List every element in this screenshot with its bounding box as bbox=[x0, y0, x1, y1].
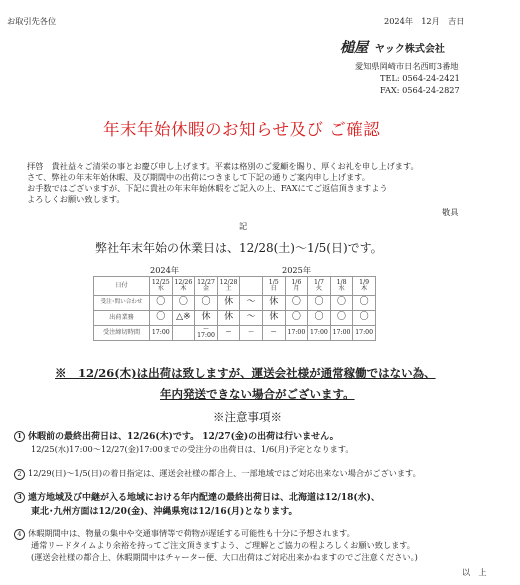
table-cell bbox=[172, 326, 195, 341]
intro-line: お手数ではございますが、下記に貴社の年末年始休暇をご記入の上、FAXにてご返信頂きますよう bbox=[27, 183, 388, 193]
keigu: 敬具 bbox=[442, 207, 459, 217]
note-number: 2 bbox=[14, 469, 25, 480]
table-row-orders bbox=[94, 296, 376, 311]
date-cell: 1/8 水 bbox=[330, 277, 353, 296]
table-cell: △※ bbox=[172, 311, 195, 326]
notes-heading: ※注意事項※ bbox=[213, 410, 282, 424]
table-cell: 〇 bbox=[285, 311, 308, 326]
table-cell: 休 bbox=[217, 296, 240, 311]
row-label: 受注締切時間 bbox=[94, 326, 150, 341]
date-cell: 1/7 火 bbox=[308, 277, 331, 296]
note-line: 通常リードタイムより余裕を持ってご注文頂きますよう、ご理解とご協力の程よろしくお願い致します。 bbox=[31, 540, 415, 550]
closing-ijou: 以 上 bbox=[462, 567, 487, 577]
year-2024: 2024年 bbox=[150, 265, 180, 275]
table-cell: 〇 bbox=[195, 296, 218, 311]
date-cell: 12/28 土 bbox=[217, 277, 240, 296]
table-cell: 17:00 bbox=[285, 326, 308, 341]
table-cell: 休 bbox=[217, 311, 240, 326]
note-line: 東北･九州方面は12/20(金)、沖縄県宛は12/16(月)となります。 bbox=[31, 507, 298, 517]
note-item-4 bbox=[14, 528, 355, 540]
shipping-notice-line1: ※ 12/26(木)は出荷は致しますが、運送会社様が通常稼働ではない為、 bbox=[55, 366, 436, 380]
table-cell: 休 bbox=[195, 311, 218, 326]
table-cell: 17:00 bbox=[150, 326, 173, 341]
table-row-cutoff bbox=[94, 326, 376, 341]
table-cell: 17:00 bbox=[308, 326, 331, 341]
table-cell: 〇 bbox=[308, 296, 331, 311]
table-cell: 〇 bbox=[330, 311, 353, 326]
shipping-notice-line2: 年内発送できない場合がございます。 bbox=[160, 387, 355, 401]
table-cell: ～ bbox=[240, 326, 263, 341]
table-cell: 〇 bbox=[285, 296, 308, 311]
table-cell: 〇 bbox=[172, 296, 195, 311]
table-cell: 〇 bbox=[150, 311, 173, 326]
note-item-3 bbox=[14, 492, 380, 504]
date-cell: 1/6 月 bbox=[285, 277, 308, 296]
company-address: 愛知県岡崎市日名西町3番地 bbox=[355, 61, 459, 71]
intro-line: よろしくお願い致します。 bbox=[27, 194, 125, 204]
table-cell: 〇 bbox=[330, 296, 353, 311]
company-logo bbox=[340, 39, 445, 58]
note-number: 4 bbox=[14, 529, 25, 540]
table-cell: 17:00 bbox=[330, 326, 353, 341]
table-cell: 17:00 bbox=[353, 326, 376, 341]
table-cell: 〇 bbox=[150, 296, 173, 311]
row-label: 出荷業務 bbox=[94, 311, 150, 326]
company-name: ヤック株式会社 bbox=[374, 44, 445, 55]
note-line: 遠方地域及び中継が入る地域における年内配達の最終出荷日は、北海道は12/18(水)、 bbox=[28, 493, 380, 503]
issue-date: 2024年 12月 吉日 bbox=[384, 16, 465, 26]
year-2025: 2025年 bbox=[282, 265, 312, 275]
table-row-shipping bbox=[94, 311, 376, 326]
note-line: 休暇前の最終出荷日は、12/26(木)です。 12/27(金)の出荷は行いません。 bbox=[28, 432, 339, 442]
note-line: 12/25(水)17:00～12/27(金)17:00までの受注分の出荷日は、1/6(月)予定となります。 bbox=[31, 444, 354, 454]
table-cell: ー bbox=[217, 326, 240, 341]
table-row-dates bbox=[94, 277, 376, 296]
date-cell: 12/25 水 bbox=[150, 277, 173, 296]
intro-line: 拝啓 貴社益々ご清栄の事とお慶び申し上げます。平素は格別のご愛顧を賜り、厚くお礼を申し上げます。 bbox=[27, 161, 419, 171]
recipient: お取引先各位 bbox=[7, 16, 57, 26]
ki: 記 bbox=[239, 221, 248, 231]
intro-line: さて、弊社の年末年始休暇、及び期間中の出荷につきまして下記の通りご案内申し上げます。 bbox=[27, 172, 370, 182]
page-title: 年末年始休暇のお知らせ及び ご確認 bbox=[103, 120, 381, 139]
note-line: (運送会社様の都合上、休暇期間中はチャーター便、大口出荷はご対応出来かねますのでご注意ください。) bbox=[31, 552, 418, 562]
date-cell: 1/9 木 bbox=[353, 277, 376, 296]
table-cell: 〇 bbox=[353, 311, 376, 326]
note-number: 3 bbox=[14, 492, 25, 503]
date-label: 日付 bbox=[94, 277, 150, 296]
table-cell: ～ bbox=[240, 311, 263, 326]
table-cell: ～17:00 bbox=[195, 326, 218, 341]
date-cell: 12/27 金 bbox=[195, 277, 218, 296]
table-cell: 〇 bbox=[353, 296, 376, 311]
note-item-2 bbox=[14, 468, 421, 480]
date-cell bbox=[240, 277, 263, 296]
logo-mark: 槌屋 bbox=[340, 40, 368, 56]
table-cell: ー bbox=[262, 326, 285, 341]
table-cell: 休 bbox=[262, 296, 285, 311]
company-tel: TEL: 0564-24-2421 bbox=[380, 73, 460, 83]
table-cell: 〇 bbox=[308, 311, 331, 326]
row-label: 受注･問い合わせ bbox=[94, 296, 150, 311]
company-fax: FAX: 0564-24-2827 bbox=[380, 85, 460, 95]
holiday-heading: 弊社年末年始の休業日は、12/28(土)～1/5(日)です。 bbox=[95, 241, 383, 255]
note-number: 1 bbox=[14, 431, 25, 442]
table-cell: ～ bbox=[240, 296, 263, 311]
note-line: 12/29(日)～1/5(日)の着日指定は、運送会社様の都合上、一部地域ではご対応出来ない場合がございます。 bbox=[28, 468, 421, 478]
schedule-table bbox=[93, 276, 376, 341]
date-cell: 1/5 日 bbox=[262, 277, 285, 296]
note-item-1 bbox=[14, 431, 339, 443]
date-cell: 12/26 木 bbox=[172, 277, 195, 296]
table-cell: 休 bbox=[262, 311, 285, 326]
note-line: 休暇期間中は、物量の集中や交通事情等で荷物が遅延する可能性も十分に予想されます。 bbox=[28, 528, 355, 538]
